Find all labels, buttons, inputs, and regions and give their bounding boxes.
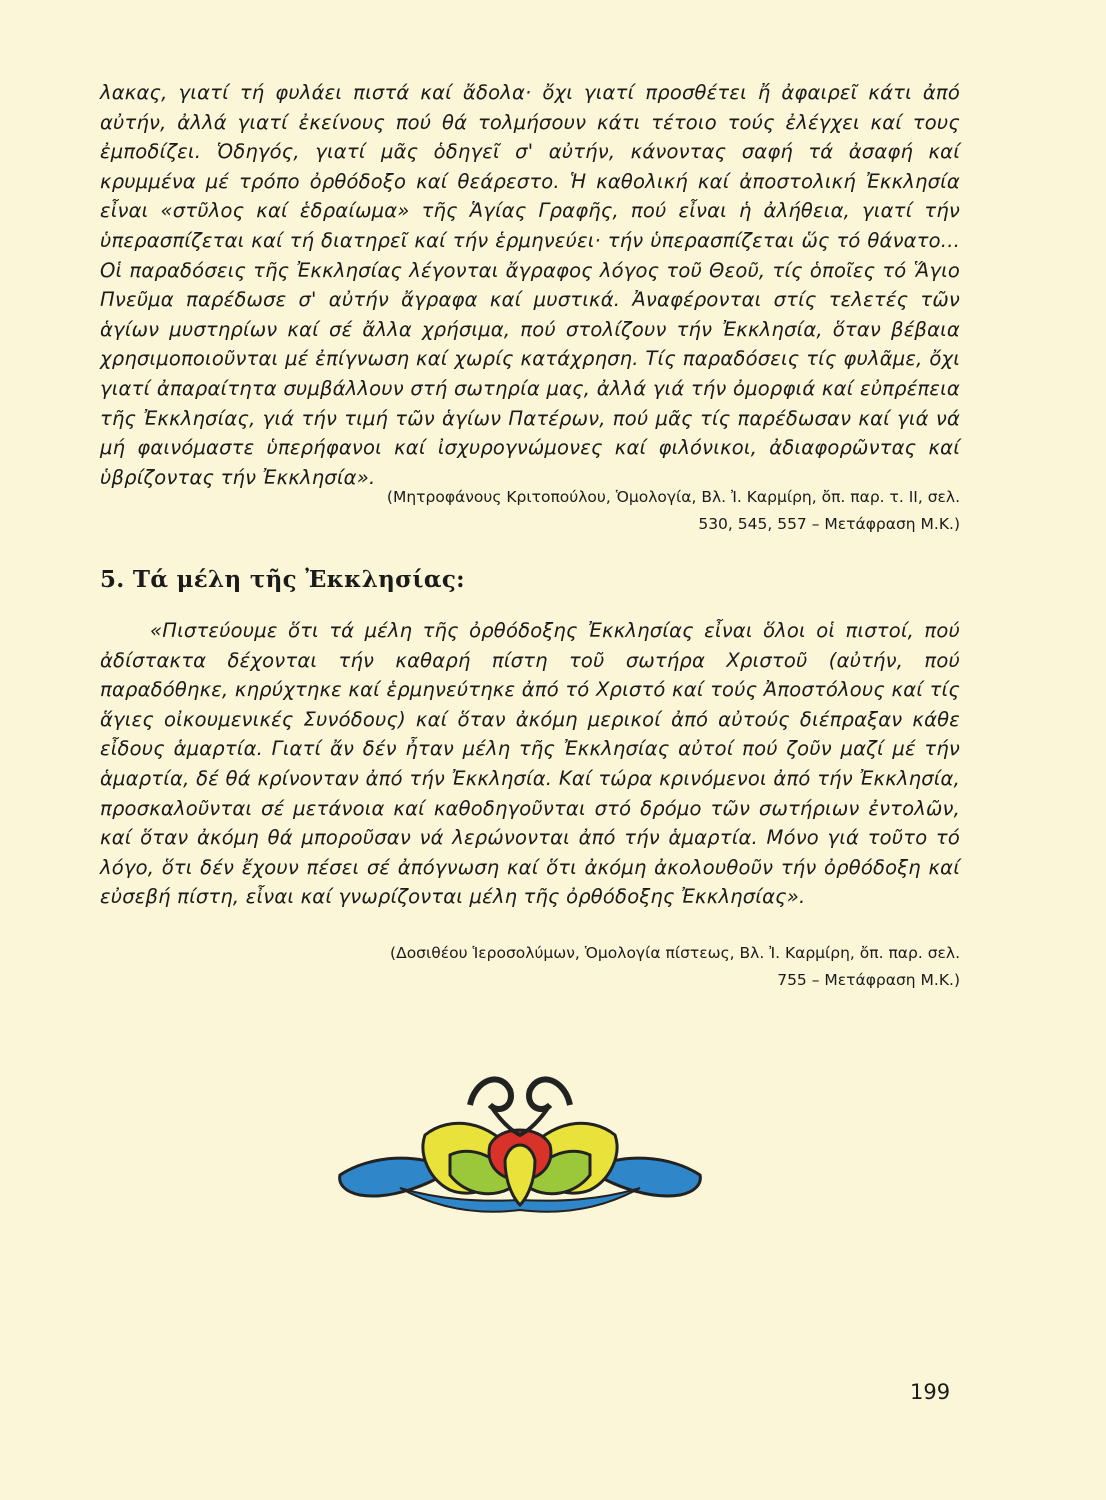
section-quote-text: «Πιστεύουμε ὅτι τά μέλη τῆς ὀρθόδοξης Ἐκκλησίας εἶναι ὅλοι οἱ πιστοί, πού ἀδίστακτα δέχονται τήν καθαρή πίστη τοῦ σωτήρα Χριστοῦ (αὐτήν, πού παραδόθηκε, κηρύχτηκε καί ἑρμηνεύτηκε ἀπό τό Χριστό καί τούς Ἀποστόλους καί τίς ἅγιες οἰκουμενικές Συνόδους) καί ὅταν ἀκόμη μερικοί ἀπό αὐτούς διέπραξαν κάθε εἶδους ἁμαρτία. Γιατί ἄν δέν ἦταν μέλη τῆς Ἐκκλησίας αὐτοί πού ζοῦν μαζί μέ τήν ἁμαρτία, δέ θά κρίνονταν ἀπό τήν Ἐκκλησία. Καί τώρα κρινόμενοι ἀπό τήν Ἐκκλησία, προσκαλοῦνται σέ μετάνοια καί καθοδηγοῦνται στό δρόμο τῶν σωτήριων ἐντολῶν, καί ὅταν ἀκόμη θά μποροῦσαν νά λερώνονται ἀπό τήν ἁμαρτία. Μόνο γιά τοῦτο τό λόγο, ὅτι δέν ἔχουν πέσει σέ ἀπόγνωση καί ὅτι ἀκόμη ἀκολουθοῦν τήν ὀρθόδοξη καί εὐσεβή πίστη, εἶναι καί γνωρίζονται μέλη τῆς ὀρθόδοξης Ἐκκλησίας».	[100, 619, 960, 909]
section-quote-source	[100, 940, 960, 994]
top-quote-source-line2: 530, 545, 557 – Μετάφραση Μ.Κ.)	[698, 515, 960, 533]
top-quote-text: λακας, γιατί τή φυλάει πιστά καί ἄδολα· ὄχι γιατί προσθέτει ἤ ἀφαιρεῖ κάτι ἀπό αὐτήν, ἀλλά γιατί ἐκείνους πού θά τολμήσουν κάτι τέτοιο τούς ἐλέγχει καί τους ἐμποδίζει. Ὁδηγός, γιατί μᾶς ὁδηγεῖ σ' αὐτήν, κάνοντας σαφή τά ἀσαφή καί κρυμμένα μέ τρόπο ὀρθόδοξο καί θεάρεστο. Ἡ καθολική καί ἀποστολική Ἐκκλησία εἶναι «στῦλος καί ἑδραίωμα» τῆς Ἁγίας Γραφῆς, πού εἶναι ἡ ἀλήθεια, γιατί τήν ὑπερασπίζεται καί τή διατηρεῖ καί τήν ἑρμηνεύει· τήν ὑπερασπίζεται ὥς τό θάνατο... Οἱ παραδόσεις τῆς Ἐκκλησίας λέγονται ἄγραφος λόγος τοῦ Θεοῦ, τίς ὁποῖες τό Ἅγιο Πνεῦμα παρέδωσε σ' αὐτήν ἄγραφα καί μυστικά. Ἀναφέρονται στίς τελετές τῶν ἁγίων μυστηρίων καί σέ ἄλλα χρήσιμα, πού στολίζουν τήν Ἐκκλησία, ὅταν βέβαια χρησιμοποιοῦνται μέ ἐπίγνωση καί χωρίς κατάχρηση. Τίς παραδόσεις τίς φυλᾶμε, ὄχι γιατί ἀπαραίτητα συμβάλλουν στή σωτηρία μας, ἀλλά γιά τήν ὀμορφιά καί εὐπρέπεια τῆς Ἐκκλησίας, γιά τήν τιμή τῶν ἁγίων Πατέρων, πού μᾶς τίς παρέδωσαν καί γιά νά μή φαινόμαστε ὑπερήφανοι καί ἰσχυρογνώμονες καί φιλόνικοι, ἀδιαφορῶντας καί ὑβρίζοντας τήν Ἐκκλησία».	[100, 81, 960, 489]
lotus-flower-ornament-icon	[330, 1060, 710, 1220]
top-quote	[100, 78, 960, 492]
page-number: 199	[910, 1380, 951, 1404]
section-heading: 5. Τά μέλη τῆς Ἐκκλησίας:	[100, 566, 465, 593]
section-quote	[100, 616, 960, 912]
top-quote-source-line1: (Μητροφάνους Κριτοπούλου, Ὁμολογία, Βλ. Ἰ. Καρμίρη, ὄπ. παρ. τ. ΙΙ, σελ.	[386, 488, 960, 506]
section-quote-source-line1: (Δοσιθέου Ἱεροσολύμων, Ὁμολογία πίστεως, Βλ. Ἰ. Καρμίρη, ὄπ. παρ. σελ.	[390, 944, 960, 962]
top-quote-source	[100, 484, 960, 538]
section-quote-source-line2: 755 – Μετάφραση Μ.Κ.)	[777, 971, 960, 989]
